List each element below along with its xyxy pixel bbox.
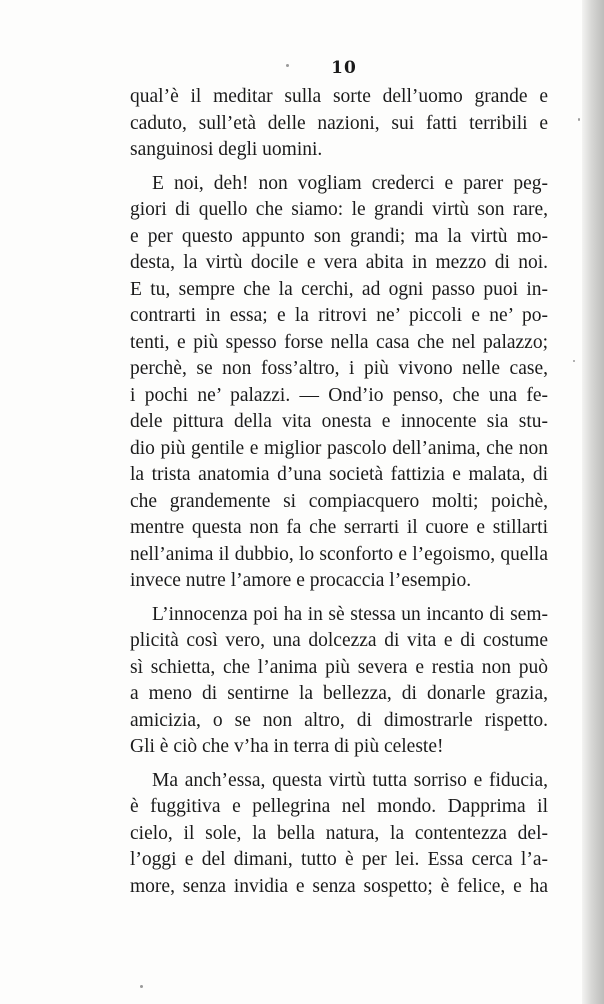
paragraph: [130, 768, 548, 901]
text-line: l’oggi e del dimani, tutto è per lei. Essa cerca l’a-: [130, 849, 548, 870]
scan-speck: [573, 360, 575, 362]
text-line: è fuggitiva e pellegrina nel mondo. Dapprima il: [130, 796, 548, 817]
body-text: [130, 84, 548, 900]
text-line: desta, la virtù docile e vera abita in mezzo di noi.: [130, 252, 548, 273]
text-line: dio più gentile e miglior pascolo dell’anima, che non: [130, 437, 548, 459]
paragraph-gap: [130, 595, 548, 602]
text-line: invece nutre l’amore e procaccia l’esempio.: [130, 570, 472, 591]
text-line: nell’anima il dubbio, lo sconforto e l’egoismo, quella: [130, 543, 548, 565]
text-line: tenti, e più spesso forse nella casa che nel palazzo;: [130, 331, 548, 353]
scan-edge-shadow: [582, 0, 604, 1004]
text-line: caduto, sull’età delle nazioni, sui fatti terribili e: [130, 112, 548, 134]
text-line: contrarti in essa; e la ritrovi ne’ piccoli e ne’ po-: [130, 305, 548, 326]
text-line: Ma anch’essa, questa virtù tutta sorriso e fiducia,: [152, 769, 548, 791]
text-line: L’innocenza poi ha in sè stessa un incanto di sem-: [152, 603, 548, 625]
text-line: dele pittura della vita onesta e innocente sia stu-: [130, 411, 548, 432]
paragraph-gap: [130, 761, 548, 768]
text-line: perchè, se non foss’altro, i più vivono nelle case,: [130, 358, 548, 379]
text-line: i pochi ne’ palazzi. — Ond’io penso, che una fe-: [130, 384, 548, 406]
text-line: E noi, deh! non vogliam crederci e parer peg-: [152, 172, 548, 194]
page-number: 10: [331, 58, 357, 78]
text-line: cielo, il sole, la bella natura, la contentezza del-: [130, 822, 548, 844]
text-line: giori di quello che siamo: le grandi virtù son rare,: [130, 199, 548, 220]
text-line: sanguinosi degli uomini.: [130, 139, 323, 160]
text-line: e per questo appunto son grandi; ma la virtù mo-: [130, 225, 548, 247]
text-line: more, senza invidia e senza sospetto; è felice, e ha: [130, 875, 548, 897]
text-line: la trista anatomia d’una società fattizia e malata, di: [130, 464, 548, 485]
scan-speck: [578, 118, 580, 121]
text-line: a meno di sentirne la bellezza, di donarle grazia,: [130, 683, 548, 704]
text-line: che grandemente si compiacquero molti; poichè,: [130, 490, 548, 512]
text-line: qual’è il meditar sulla sorte dell’uomo grande e: [130, 86, 548, 107]
paragraph: [130, 171, 548, 595]
text-line: mentre questa non fa che serrarti il cuore e stillarti: [130, 517, 548, 538]
paragraph: [130, 84, 548, 164]
text-line: E tu, sempre che la cerchi, ad ogni passo puoi in-: [130, 278, 548, 300]
scan-speck: [286, 64, 289, 67]
paragraph: [130, 602, 548, 761]
paragraph-gap: [130, 164, 548, 171]
text-line: plicità così vero, una dolcezza di vita e di costume: [130, 630, 548, 651]
text-line: sì schietta, che l’anima più severa e restia non può: [130, 656, 548, 678]
text-line: amicizia, o se non altro, di dimostrarle rispetto.: [130, 709, 548, 731]
text-line: Gli è ciò che v’ha in terra di più celeste!: [130, 736, 444, 757]
scan-speck: [140, 985, 143, 988]
